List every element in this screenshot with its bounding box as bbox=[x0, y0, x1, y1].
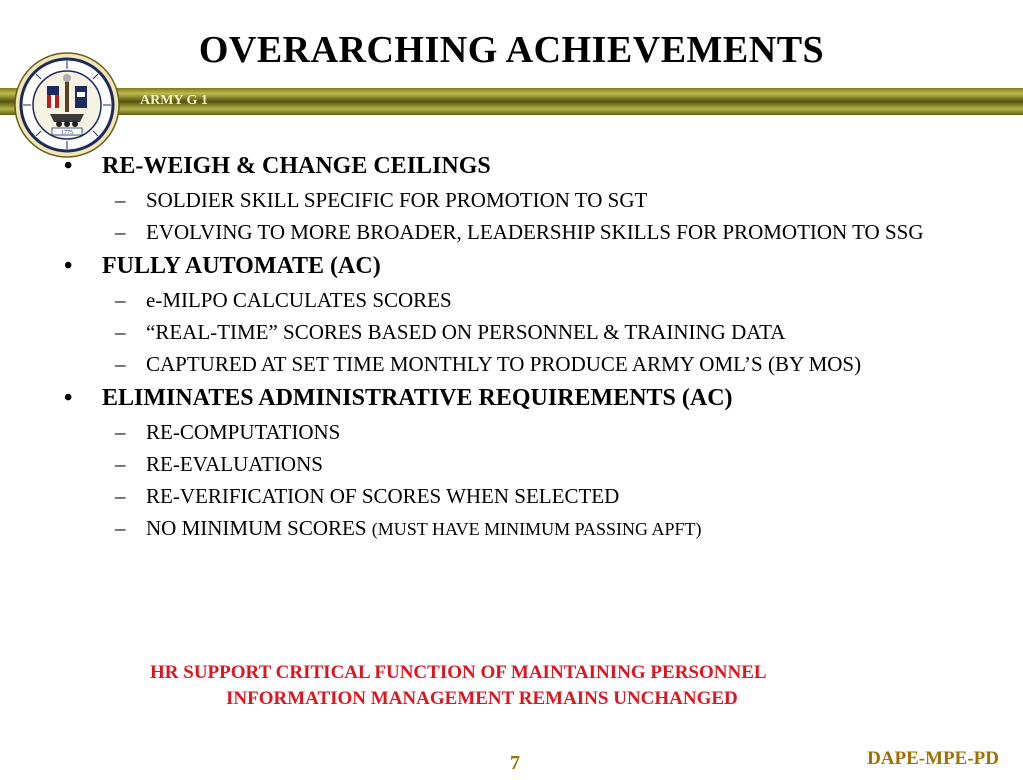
sub-bullet-item bbox=[60, 218, 960, 246]
dash-marker: – bbox=[115, 352, 126, 376]
sub-bullet-text: e-MILPO CALCULATES SCORES bbox=[146, 288, 452, 312]
sub-bullet-text: RE-COMPUTATIONS bbox=[146, 420, 341, 444]
dash-marker: – bbox=[115, 288, 126, 312]
page-number: 7 bbox=[510, 752, 520, 774]
seal-year: 1775 bbox=[61, 130, 73, 136]
sub-bullet-text: CAPTURED AT SET TIME MONTHLY TO PRODUCE ARMY OML’S (BY MOS) bbox=[146, 352, 862, 376]
sub-bullet-item bbox=[60, 514, 960, 543]
department-of-the-army-seal-icon bbox=[14, 52, 120, 158]
sub-bullet-item bbox=[60, 286, 960, 314]
dash-marker: – bbox=[115, 220, 126, 244]
dash-marker: – bbox=[115, 452, 126, 476]
bullet-label: ELIMINATES ADMINISTRATIVE REQUIREMENTS (AC) bbox=[102, 385, 733, 411]
sub-bullet-text: EVOLVING TO MORE BROADER, LEADERSHIP SKILLS FOR PROMOTION TO SSG bbox=[146, 220, 924, 244]
sub-bullet-item bbox=[60, 318, 960, 346]
dash-marker: – bbox=[115, 516, 126, 540]
bullet-item bbox=[60, 250, 960, 282]
dash-marker: – bbox=[115, 420, 126, 444]
bullet-label: RE-WEIGH & CHANGE CEILINGS bbox=[102, 153, 491, 179]
callout-line-1: HR SUPPORT CRITICAL FUNCTION OF MAINTAINING PERSONNEL bbox=[150, 662, 767, 683]
callout-line-2: INFORMATION MANAGEMENT REMAINS UNCHANGED bbox=[226, 688, 738, 709]
dash-marker: – bbox=[115, 320, 126, 344]
bullet-marker: • bbox=[64, 153, 73, 179]
bullet-item bbox=[60, 150, 960, 182]
footer-org-code: DAPE-MPE-PD bbox=[867, 748, 999, 769]
callout-statement bbox=[150, 660, 920, 712]
sub-bullet-note: (MUST HAVE MINIMUM PASSING APFT) bbox=[371, 519, 702, 539]
slide-title: OVERARCHING ACHIEVEMENTS bbox=[198, 29, 825, 71]
sub-bullet-item bbox=[60, 350, 960, 378]
sub-bullet-item bbox=[60, 186, 960, 214]
sub-bullet-item bbox=[60, 450, 960, 478]
bullet-list bbox=[60, 148, 960, 547]
sub-bullet-text: SOLDIER SKILL SPECIFIC FOR PROMOTION TO SGT bbox=[146, 188, 648, 212]
sub-bullet-text: “REAL-TIME” SCORES BASED ON PERSONNEL & TRAINING DATA bbox=[146, 320, 786, 344]
sub-bullet-item bbox=[60, 482, 960, 510]
bullet-marker: • bbox=[64, 253, 73, 279]
bullet-item bbox=[60, 382, 960, 414]
dash-marker: – bbox=[115, 484, 126, 508]
sub-bullet-text: RE-EVALUATIONS bbox=[146, 452, 323, 476]
sub-bullet-text: RE-VERIFICATION OF SCORES WHEN SELECTED bbox=[146, 484, 620, 508]
dash-marker: – bbox=[115, 188, 126, 212]
sub-bullet-text: NO MINIMUM SCORES bbox=[146, 516, 367, 540]
header-band-label: ARMY G 1 bbox=[140, 93, 208, 108]
sub-bullet-item bbox=[60, 418, 960, 446]
bullet-marker: • bbox=[64, 385, 73, 411]
bullet-label: FULLY AUTOMATE (AC) bbox=[102, 253, 381, 279]
